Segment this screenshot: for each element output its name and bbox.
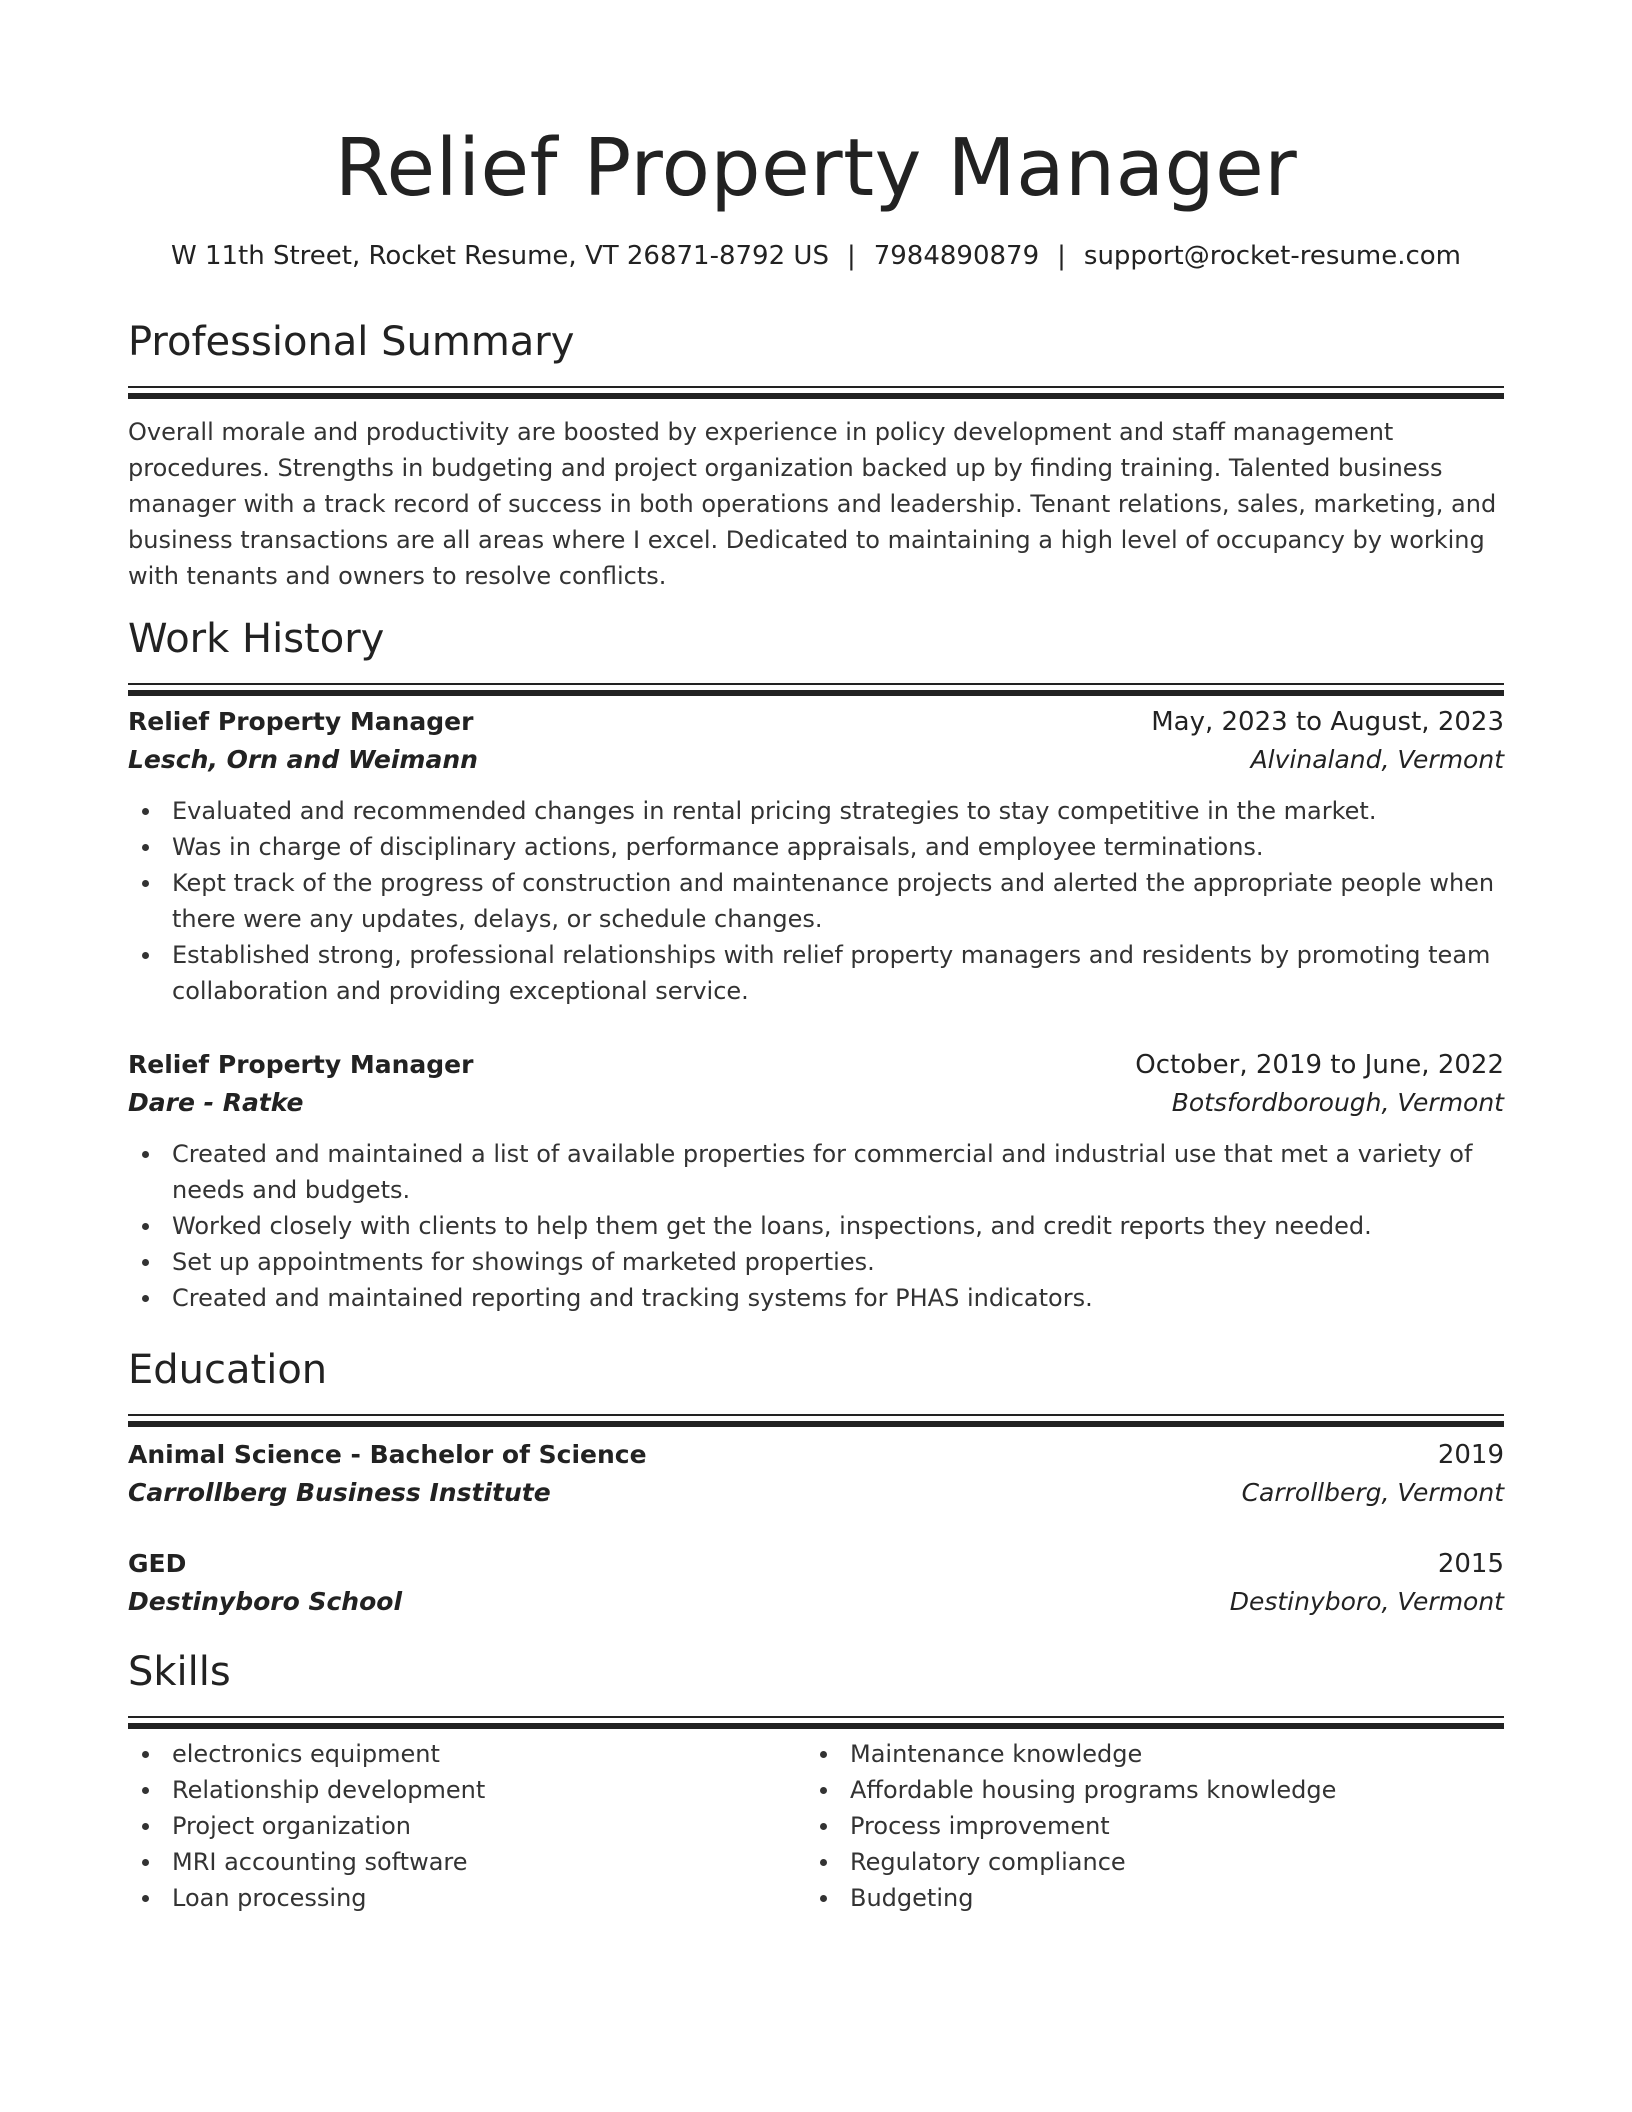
list-item: MRI accounting software: [128, 1844, 798, 1880]
skills-column-right: [806, 1736, 1476, 1916]
job-title: Relief Property Manager: [128, 1050, 474, 1079]
job-title: Relief Property Manager: [128, 707, 474, 736]
section-divider: [128, 683, 1504, 697]
education-location: Carrollberg, Vermont: [1241, 1478, 1504, 1507]
list-item: Regulatory compliance: [806, 1844, 1476, 1880]
education-section: [128, 1344, 1504, 1428]
list-item: Maintenance knowledge: [806, 1736, 1476, 1772]
list-item: Created and maintained a list of available properties for commercial and industrial use that met a variety of needs and budgets.: [128, 1136, 1504, 1208]
education-degree: Animal Science - Bachelor of Science: [128, 1440, 647, 1469]
list-item: Project organization: [128, 1808, 798, 1844]
list-item: Affordable housing programs knowledge: [806, 1772, 1476, 1808]
job-entry: [128, 703, 1504, 1009]
job-bullets: [128, 793, 1504, 1009]
summary-text: Overall morale and productivity are boosted by experience in policy development and staff management procedures. Strengths in budgeting and project organization backed up by finding training. Talented business manager with a track record of success in both operations and leadership. Tenant relations, sales, marketing, and business transactions are all areas where I excel. Dedicated to maintaining a high level of occupancy by working with tenants and owners to resolve conflicts.: [128, 418, 1497, 590]
summary-section: [128, 316, 1504, 594]
section-heading-work: Work History: [128, 616, 385, 662]
resume-name: Relief Property Manager: [334, 122, 1298, 214]
contact-address: W 11th Street, Rocket Resume, VT 26871-8792 US: [170, 241, 829, 271]
education-degree: GED: [128, 1549, 187, 1578]
job-company: Lesch, Orn and Weimann: [128, 745, 478, 774]
education-entry: [128, 1545, 1504, 1621]
contact-line: [128, 238, 1504, 274]
job-location: Botsfordborough, Vermont: [1171, 1088, 1504, 1117]
section-divider: [128, 1716, 1504, 1730]
section-heading-skills: Skills: [128, 1649, 231, 1695]
education-entry: [128, 1436, 1504, 1512]
contact-email: support@rocket-resume.com: [1083, 241, 1462, 271]
list-item: electronics equipment: [128, 1736, 798, 1772]
list-item: Kept track of the progress of construction and maintenance projects and alerted the appropriate people when there were any updates, delays, or schedule changes.: [128, 865, 1504, 937]
job-bullets: [128, 1136, 1504, 1316]
education-year: 2019: [1437, 1440, 1504, 1470]
section-heading-summary: Professional Summary: [128, 319, 575, 365]
section-divider: [128, 386, 1504, 400]
section-heading-education: Education: [128, 1347, 328, 1393]
job-location: Alvinaland, Vermont: [1250, 745, 1504, 774]
skills-column-left: [128, 1736, 798, 1916]
job-company: Dare - Ratke: [128, 1088, 304, 1117]
list-item: Loan processing: [128, 1880, 798, 1916]
education-year: 2015: [1437, 1549, 1504, 1579]
section-divider: [128, 1414, 1504, 1428]
contact-separator: |: [846, 241, 856, 271]
list-item: Established strong, professional relationships with relief property managers and residents by promoting team collaboration and providing exceptional service.: [128, 937, 1504, 1009]
contact-phone: 7984890879: [873, 241, 1040, 271]
contact-separator: |: [1057, 241, 1066, 271]
list-item: Worked closely with clients to help them get the loans, inspections, and credit reports they needed.: [128, 1208, 1504, 1244]
skills-list: [128, 1736, 1504, 1936]
list-item: Set up appointments for showings of marketed properties.: [128, 1244, 1504, 1280]
skills-bullets: [806, 1736, 1476, 1916]
education-location: Destinyboro, Vermont: [1229, 1587, 1504, 1616]
list-item: Was in charge of disciplinary actions, performance appraisals, and employee terminations.: [128, 829, 1504, 865]
education-school: Destinyboro School: [128, 1587, 403, 1616]
education-school: Carrollberg Business Institute: [128, 1478, 551, 1507]
skills-section: [128, 1646, 1504, 1730]
list-item: Created and maintained reporting and tracking systems for PHAS indicators.: [128, 1280, 1504, 1316]
job-entry: [128, 1046, 1504, 1316]
list-item: Relationship development: [128, 1772, 798, 1808]
list-item: Budgeting: [806, 1880, 1476, 1916]
job-dates: May, 2023 to August, 2023: [1151, 707, 1504, 737]
job-dates: October, 2019 to June, 2022: [1135, 1050, 1504, 1080]
work-history-section: [128, 613, 1504, 697]
list-item: Process improvement: [806, 1808, 1476, 1844]
list-item: Evaluated and recommended changes in rental pricing strategies to stay competitive in the market.: [128, 793, 1504, 829]
skills-bullets: [128, 1736, 798, 1916]
